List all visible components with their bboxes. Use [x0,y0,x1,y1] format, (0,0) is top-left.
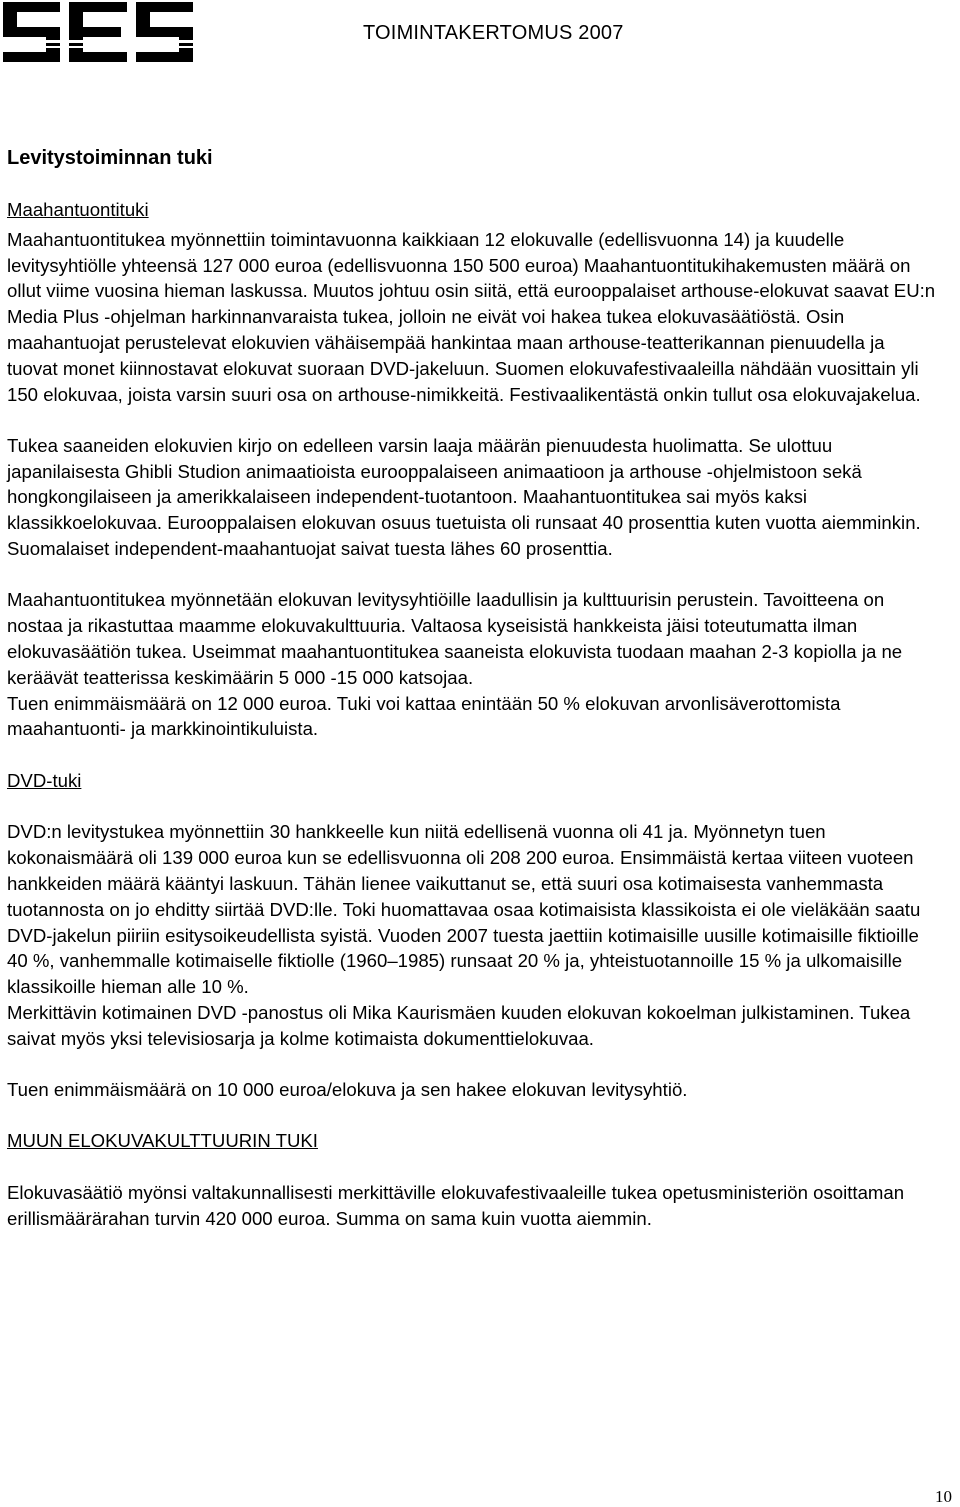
paragraph-import-3: Maahantuontitukea myönnetään elokuvan levitysyhtiöille laadullisin ja kulttuurisin perustein. Tavoitteena on nostaa ja rikastuttaa maamme elokuvakulttuuria. Valtaosa kyseisistä hankkeista jäisi toteutumatta ilman elokuvasäätiön tukea. Useimmat maahantuontitukea saaneista elokuvista tuodaan maahan 2-3 kopiolla ja ne keräävät teatterissa keskimäärin 5 000 -15 000 katsojaa. [7,589,903,688]
document-header-title: TOIMINTAKERTOMUS 2007 [363,22,624,44]
page-title: Levitystoiminnan tuki [7,147,213,169]
paragraph-import-2: Tukea saaneiden elokuvien kirjo on edelleen varsin laaja määrän pienuudesta huolimatta. Se ulottuu japanilaisesta Ghibli Studion animaatioista eurooppalaiseen animaatioon ja arthouse -ohjelmistoon sekä hongkongilaiseen ja amerikkalaiseen independent-tuotantoon. Maahantuontitukea sai myös kaksi klassikkoelokuvaa. Eurooppalaisen elokuvan osuus tuetuista oli runsaat 40 prosenttia kuten vuotta aiemminkin. Suomalaiset independent-maahantuojat saivat tuesta lähes 60 prosenttia. [7,434,921,560]
paragraph-import-1: Maahantuontitukea myönnettiin toimintavuonna kaikkiaan 12 elokuvalle (edellisvuonna 14) ja kuudelle levitysyhtiölle yhteensä 127 000 euroa (edellisvuonna 150 500 euroa) Maahantuontitukihakemusten määrä on ollut viime vuosina hieman laskussa. Muutos johtuu osin siitä, että eurooppalaiset arthouse-elokuvat saavat EU:n Media Plus -ohjelman harkinnanvaraista tukea, jolloin ne eivät voi hakea tukea elokuvasäätiöstä. Osin maahantuojat perustelevat elokuvien vähäisempää hankintaa maan arthouse-teatterikannan pienuudella ja tuovat monet kiinnostavat elokuvat suoraan DVD-jakeluun. Suomen elokuvafestivaaleilla nähdään vuosittain yli 150 elokuvaa, joista varsin suuri osa on arthouse-nimikkeitä. Festivaalikentästä onkin tullut osa elokuvajakelua. [7,228,936,405]
paragraph-import-4: Tuen enimmäismäärä on 12 000 euroa. Tuki voi kattaa enintään 50 % elokuvan arvonlisäverottomista maahantuonti- ja markkinointikuluista. [7,692,841,740]
section-heading-dvd-support: DVD-tuki [7,769,82,791]
paragraph-dvd-1: DVD:n levitystukea myönnettiin 30 hankkeelle kun niitä edellisenä vuonna oli 41 ja. Myönnetyn tuen kokonaismäärä oli 139 000 euroa kun se edellisvuonna oli 208 200 euroa. Ensimmäistä kertaa viiteen vuoteen hankkeiden määrä kääntyi laskuun. Tähän lienee vaikuttanut se, että suuri osa kotimaisesta vanhemmasta tuotannosta on jo ehditty siirtää DVD:lle. Toki huomattavaa osaa kotimaisista klassikoista ei ole vieläkään saatu DVD-jakelun piiriin esitysoikeudellista syistä. Vuoden 2007 tuesta jaettiin kotimaisille uusille kotimaisille fiktioille 40 %, vanhemmalle kotimaiselle fiktiolle (1960–1985) runsaat 20 % ja, yhteistuotannoille 15 % ja ulkomaisille klassikoille hieman alle 10 %. [7,821,921,998]
section-heading-film-culture-support: MUUN ELOKUVAKULTTUURIN TUKI [7,1130,318,1152]
page-number: 10 [935,1487,952,1506]
section-heading-import-support: Maahantuontituki [7,199,149,220]
paragraph-dvd-2: Merkittävin kotimainen DVD -panostus oli Mika Kaurismäen kuuden elokuvan kokoelman julkistaminen. Tukea saivat myös yksi televisiosarja ja kolme kotimaista dokumenttielokuvaa. [7,1002,911,1049]
ses-logo [0,0,196,66]
paragraph-dvd-3: Tuen enimmäismäärä on 10 000 euroa/elokuva ja sen hakee elokuvan levitysyhtiö. [7,1079,688,1101]
paragraph-culture-1: Elokuvasäätiö myönsi valtakunnallisesti merkittäville elokuvafestivaaleille tukea opetusministeriön osoittaman erillismäärärahan turvin 420 000 euroa. Summa on sama kuin vuotta aiemmin. [7,1182,905,1229]
page-content [7,143,937,1232]
